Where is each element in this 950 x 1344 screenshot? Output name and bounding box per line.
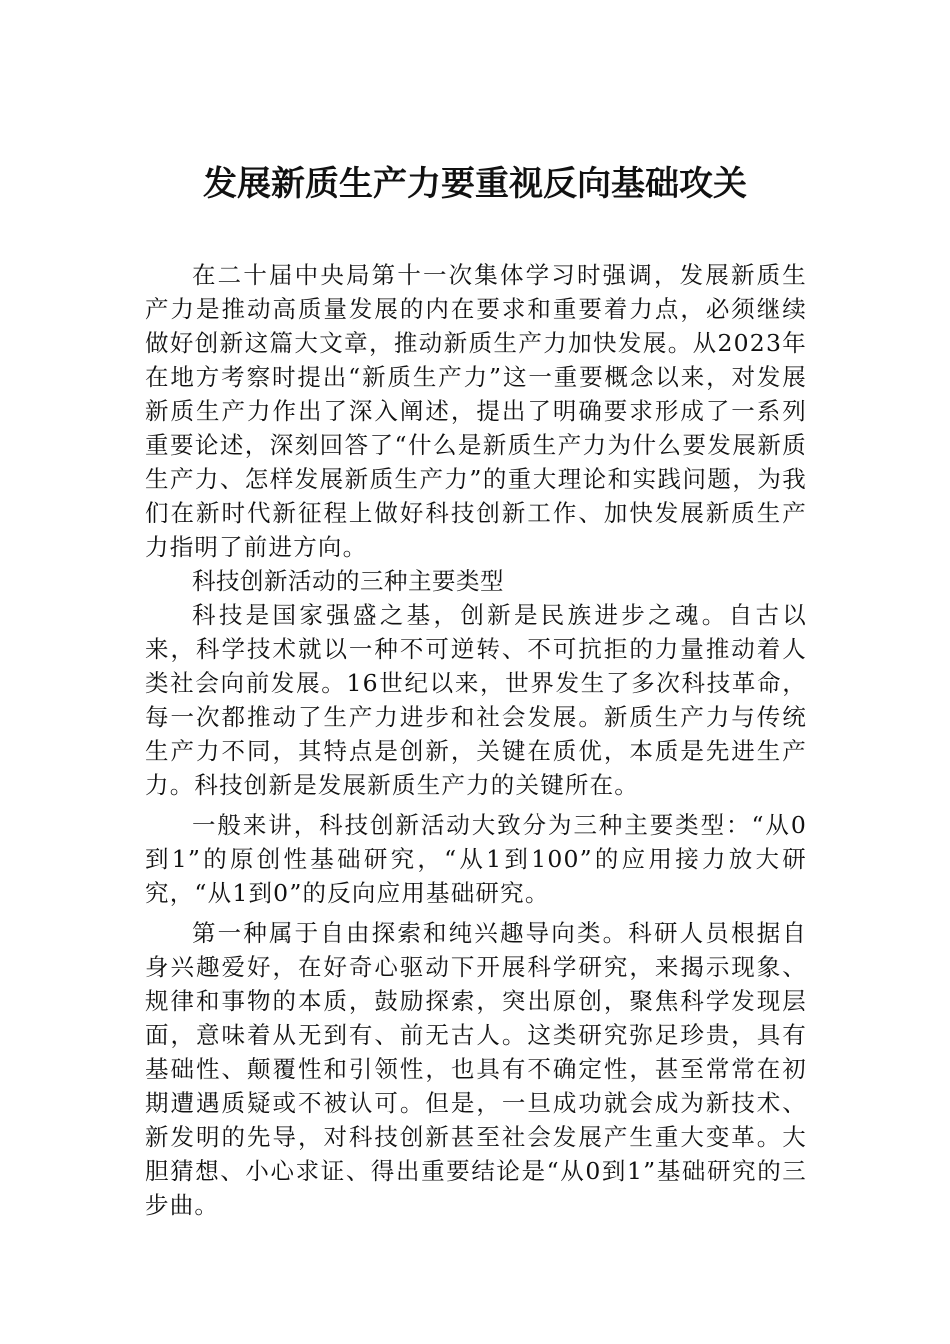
section-heading: 科技创新活动的三种主要类型	[192, 567, 504, 595]
intro-paragraph: 在二十届中央局第十一次集体学习时强调，发展新质生产力是推动高质量发展的内在要求和重要着力点，必须继续做好创新这篇大文章，推动新质生产力加快发展。从2023年在地方考察时提出“新质生产力”这一重要概念以来，对发展新质生产力作出了深入阐述，提出了明确要求形成了一系列重要论述，深刻回答了“什么是新质生产力为什么要发展新质生产力、怎样发展新质生产力”的重大理论和实践问题，为我们在新时代新征程上做好科技创新工作、加快发展新质生产力指明了前进方向。	[145, 261, 807, 561]
section-paragraph-2: 一般来讲，科技创新活动大致分为三种主要类型：“从0到1”的原创性基础研究，“从1到100”的应用接力放大研究，“从1到0”的反向应用基础研究。	[145, 811, 807, 907]
document-body	[145, 258, 807, 1222]
section-paragraph-1: 科技是国家强盛之基，创新是民族进步之魂。自古以来，科学技术就以一种不可逆转、不可抗拒的力量推动着人类社会向前发展。16世纪以来，世界发生了多次科技革命，每一次都推动了生产力进步和社会发展。新质生产力与传统生产力不同，其特点是创新，关键在质优，本质是先进生产力。科技创新是发展新质生产力的关键所在。	[145, 601, 807, 799]
document-title: 发展新质生产力要重视反向基础攻关	[203, 164, 747, 204]
section-paragraph-3: 第一种属于自由探索和纯兴趣导向类。科研人员根据自身兴趣爱好，在好奇心驱动下开展科学研究，来揭示现象、规律和事物的本质，鼓励探索，突出原创，聚焦科学发现层面，意味着从无到有、前无古人。这类研究弥足珍贵，具有基础性、颠覆性和引领性，也具有不确定性，甚至常常在初期遭遇质疑或不被认可。但是，一旦成功就会成为新技术、新发明的先导，对科技创新甚至社会发展产生重大变革。大胆猜想、小心求证、得出重要结论是“从0到1”基础研究的三步曲。	[145, 919, 807, 1219]
